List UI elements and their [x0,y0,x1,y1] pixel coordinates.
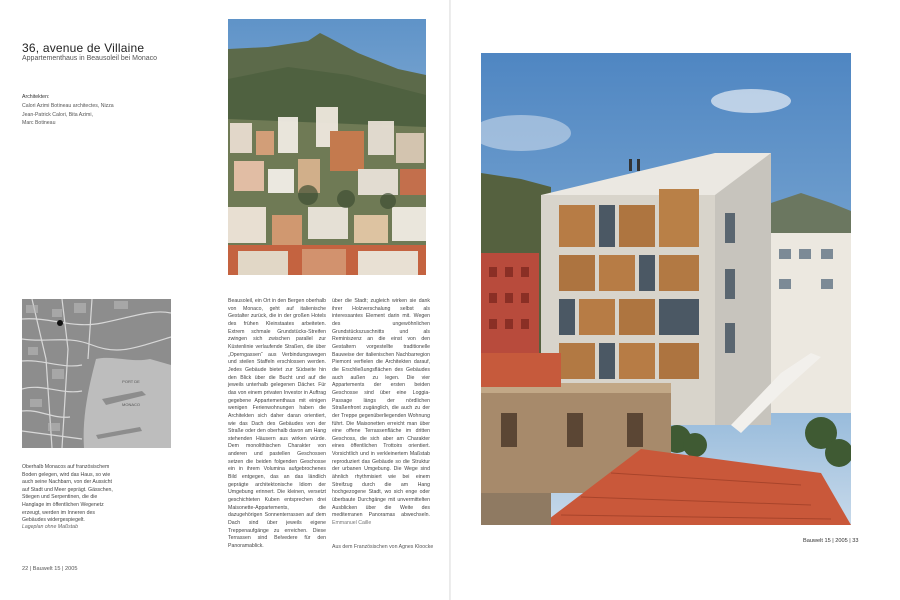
article-subtitle: Appartementhaus in Beausoleil bei Monaco [22,55,158,62]
body-paragraph [332,298,430,528]
map-caption: Oberhalb Monacos auf französischem Boden gelegen, wird das Haus, so wie auch seine Nachbarn, von der Aussicht auf Stadt und Meer geprägt. Gässchen, Stiegen und Serpentinen, die die Hanglage im öffentlichen Wegenetz erzeugt, werden im Inneren des Gebäudes widergespiegelt. [22,464,113,524]
body-column-1 [228,298,326,551]
credits-line: Jean-Patrick Calori, Bita Azimi, [22,111,93,118]
body-column-2 [332,298,430,528]
body-text: über die Stadt; zugleich wirken sie dank ihrer Holzverschalung selbst als interessantes Element darin mit. Wegen des ungewöhnlichen Grundstückszuschnitts und als Reminiszenz an die einst von den Gestaltern vorgestellte traditionelle Bauweise der italienischen Nachbarregion Piemont verfielen die Architekten darauf, die Erschließungsflächen des Gebäudes auch außen zu legen. Die vier Appartements der ersten beiden Geschosse sind über eine Loggia-Passage längs der nördlichen Straßenfront zugänglich, die auch zu der der Treppe gegenüberliegenden Wohnung führt. Die Maisonetten erreicht man über eine offene Terrassenfläche im dritten Geschoss, die sich aber am Charakter eines öffentlichen Trottoirs orientiert. Vorsichtlich und in verkleinertem Maßstab reproduziert das Gebäude so die Struktur der urbanen Umgebung. Die Wege sind ähnlich rhythmisiert wie bei einem Streifzug durch die am Hang hochgezogene Stadt, wo sich enge oder überbaute Durchgänge mit unvermittelten Ausblicken über die Weite des mediterranen Panoramas abwechseln. [332,298,430,519]
map-caption-credit: Lageplan ohne Maßstab [22,524,78,530]
page-folio-right: Bauwelt 15 | 2005 | 33 [803,538,859,544]
map-label [122,379,140,407]
page-gutter [449,0,451,600]
credits-line: Marc Botineau [22,120,56,127]
map-label-line: MONACO [122,402,140,407]
body-paragraph: Beausoleil, ein Ort in den Bergen oberhalb von Monaco, geht auf italienische Gestalter zurück, die in der großen Hotels des frühen Kleinstaates arbeiteten. Extrem schmale Grundstücks-Streifen zwingen sich zwischen parallel zur Küstenlinie verlaufende Straßen, die über „Operngassen“ aus Verbindungswegen und steilen Staffeln erschlossen werden. Jedes Gebäude bietet zur Südseite hin den Blick über die Bucht und auf die jeweils unterhalb gelegenen Dächer. Für das von einem privaten Investor in Auftrag gegebene Appartementhaus mit einigen wenigen Ferienwohnungen haben die Architekten sich daher daran orientiert, wie das Dach des Gebäudes von der Straße oder den oberhalb davon am Hang stehenden Häusern aus wirken würde. Dem monolithischen Charakter von anderen und pastellen Geschossen setzen die beiden folgenden Geschosse ein in ihrem Volumina aufgebrochenes Bild entgegen, das an das ländlich geprägte architektonische Idiom der Umgebung erinnert. Die kleinen, versetzt geschichteten Kuben entsprechen drei Maisonette-Appartements, die dazugehörigen Sonnenterrassen auf dem Dach sind über jeweils eigene Treppenaufgänge zu erreichen. Diese Terrassen sind Belvedere für den Panoramablick. [228,298,326,549]
hillside-town-photo [228,19,426,275]
article-title: 36, avenue de Villaine [22,41,145,55]
author-name: Emmanuel Caille [332,520,372,527]
map-label-line: PORT DE [122,379,140,384]
architect-credits [22,93,114,128]
site-map [22,299,171,448]
building-photo [481,53,851,525]
translation-credit: Aus dem Französischen von Agnes Kloocke [332,544,434,550]
credits-line: Calori Azimi Botineau architectes, Nizza [22,102,114,109]
credits-heading: Architekten: [22,94,50,100]
page-folio-left: 22 | Bauwelt 15 | 2005 [22,566,78,572]
